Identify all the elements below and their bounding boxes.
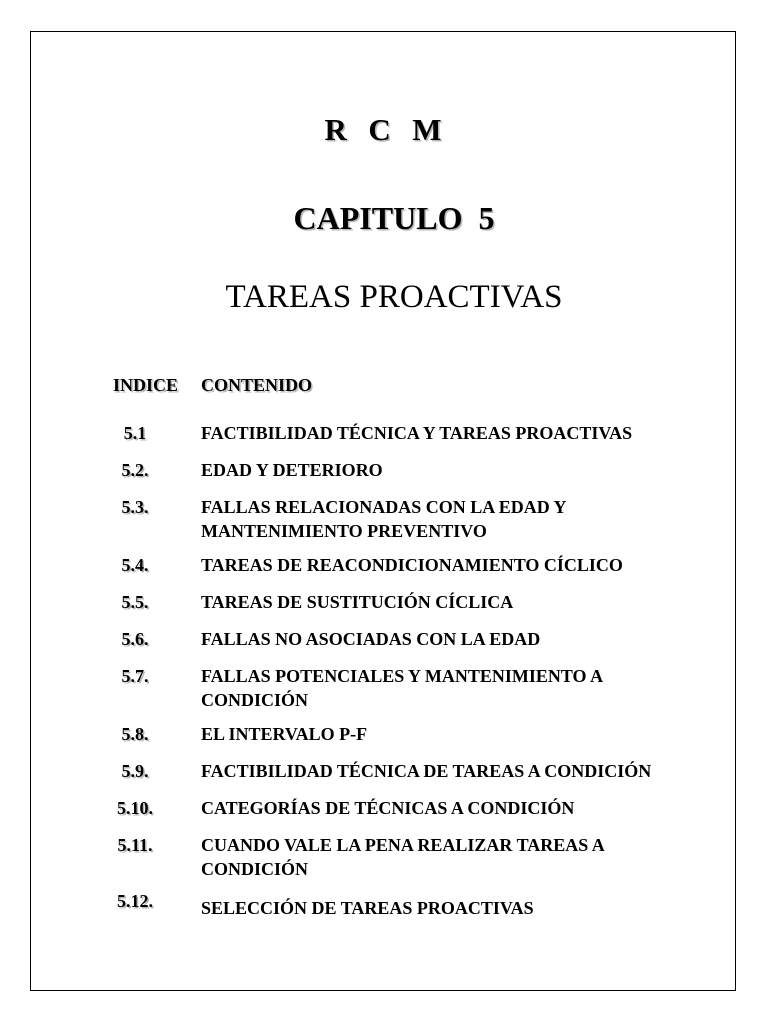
toc-entry-number: 5.9. bbox=[121, 761, 149, 781]
toc-entry-number: 5.3. bbox=[121, 497, 149, 517]
toc-entry-title: CUANDO VALE LA PENA REALIZAR TAREAS A CONDICIÓN bbox=[201, 835, 604, 879]
toc-entry-title: EDAD Y DETERIORO bbox=[201, 460, 383, 480]
chapter-title: CAPITULO 5 bbox=[293, 200, 495, 236]
toc-entry-title: FALLAS RELACIONADAS CON LA EDAD Y MANTENIMIENTO PREVENTIVO bbox=[201, 497, 566, 541]
toc-entry-number: 5.8. bbox=[121, 724, 149, 744]
toc-entry-number: 5.6. bbox=[121, 629, 149, 649]
toc-entry-title: FACTIBILIDAD TÉCNICA DE TAREAS A CONDICIÓN bbox=[201, 761, 652, 781]
toc-entry-number: 5.5. bbox=[121, 592, 149, 612]
toc-entry-number: 5.1 bbox=[123, 423, 147, 443]
toc-entry-number: 5.4. bbox=[121, 555, 149, 575]
toc-entry-title: EL INTERVALO P-F bbox=[201, 724, 368, 744]
toc-entry-number: 5.7. bbox=[121, 666, 149, 686]
toc-entry-number: 5.10. bbox=[117, 798, 153, 818]
toc-entry-title: CATEGORÍAS DE TÉCNICAS A CONDICIÓN bbox=[201, 798, 575, 818]
document-acronym: R C M bbox=[324, 112, 444, 147]
toc-entry-title: FACTIBILIDAD TÉCNICA Y TAREAS PROACTIVAS bbox=[201, 423, 633, 443]
toc-content-column-header: CONTENIDO bbox=[201, 375, 313, 395]
toc-entry-title: FALLAS POTENCIALES Y MANTENIMIENTO A CONDICIÓN bbox=[201, 666, 603, 710]
toc-entry-title: FALLAS NO ASOCIADAS CON LA EDAD bbox=[201, 629, 541, 649]
toc-entry-number: 5.11. bbox=[117, 835, 153, 855]
toc-entry-title: SELECCIÓN DE TAREAS PROACTIVAS bbox=[201, 898, 534, 918]
toc-entry-title: TAREAS DE REACONDICIONAMIENTO CÍCLICO bbox=[201, 555, 623, 575]
chapter-subtitle: TAREAS PROACTIVAS bbox=[225, 279, 563, 315]
toc-entry-number: 5.12. bbox=[117, 891, 153, 911]
toc-entry-title: TAREAS DE SUSTITUCIÓN CÍCLICA bbox=[201, 592, 514, 612]
toc-entry-number: 5.2. bbox=[121, 460, 149, 480]
toc-index-column-header: INDICE bbox=[113, 375, 179, 395]
